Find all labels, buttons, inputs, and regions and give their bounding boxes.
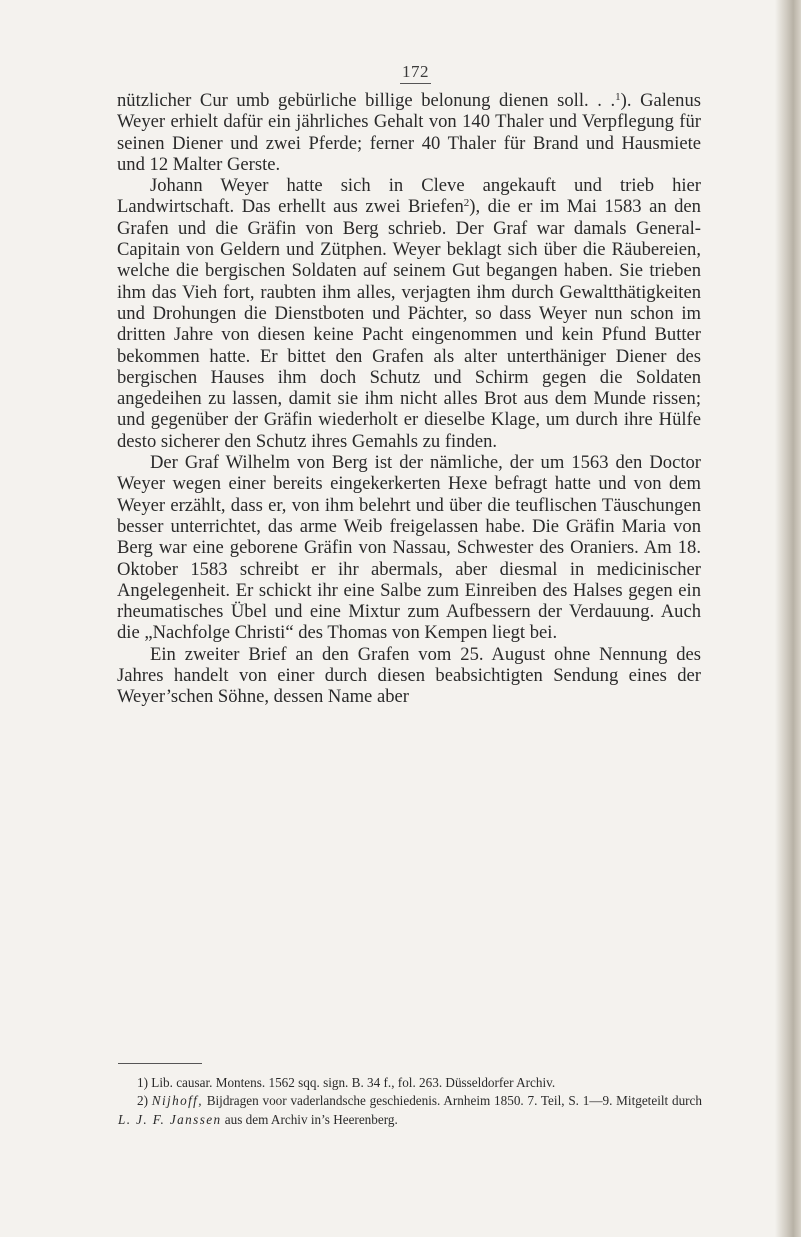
paragraph-1-text-2: ). Galenus Weyer erhielt dafür ein jährliches Gehalt von 140 Thaler und Verpflegung für seinen Diener und zwei Pferde; ferner 40 Thaler für Brand und Hausmiete und 12 Malter Gerste. bbox=[117, 90, 701, 175]
paragraph-4-text: Ein zweiter Brief an den Grafen vom 25. August ohne Nennung des Jahres handelt von einer durch diesen beabsichtigten Sendung eines der Weyer’schen Söhne, dessen Name aber bbox=[117, 643, 701, 708]
footnote-2-text-1: 2) bbox=[137, 1093, 152, 1109]
paragraph-2-text-1: Johann Weyer hatte sich in Cleve angekauft und trieb hier Landwirtschaft. Das erhellt aus zwei Briefen bbox=[117, 175, 701, 218]
footnote-2-contributor: L. J. F. Janssen bbox=[118, 1111, 222, 1127]
page-edge-shadow bbox=[775, 0, 801, 1237]
page-number bbox=[0, 62, 801, 84]
footnote-1 bbox=[118, 1074, 702, 1092]
footnotes bbox=[118, 1074, 702, 1129]
paragraph-2 bbox=[117, 175, 701, 452]
paragraph-3-text: Der Graf Wilhelm von Berg ist der nämliche, der um 1563 den Doctor Weyer wegen einer bereits eingekerkerten Hexe befragt hatte und von dem Weyer erzählt, dass er, von ihm belehrt und über die teuflischen Täuschungen besser unterrichtet, das arme Weib freigelassen habe. Die Gräfin Maria von Berg war eine geborene Gräfin von Nassau, Schwester des Oraniers. Am 18. Oktober 1583 schreibt er ihr abermals, aber diesmal in medicinischer Angelegenheit. Er schickt ihr eine Salbe zum Einreiben des Halses gegen ein rheumatisches Übel und eine Mixtur zum Aufbessern der Verdauung. Auch die „Nachfolge Christi“ des Thomas von Kempen liegt bei. bbox=[117, 452, 701, 644]
footnote-1-text: 1) Lib. causar. Montens. 1562 sqq. sign. B. 34 f., fol. 263. Düsseldorfer Archiv. bbox=[137, 1075, 556, 1090]
paragraph-3 bbox=[117, 452, 701, 644]
footnote-2-text-2: Bijdragen voor vaderlandsche geschiedenis. Arnheim 1850. 7. Teil, S. 1—9. Mitgeteilt durch bbox=[202, 1093, 702, 1109]
page-number-value: 172 bbox=[400, 62, 431, 84]
paragraph-1 bbox=[117, 90, 701, 175]
paragraph-1-text-1: nützlicher Cur umb gebürliche billige belonung dienen soll. . . bbox=[117, 90, 616, 111]
paragraph-2-text-2: ), die er im Mai 1583 an den Grafen und die Gräfin von Berg schrieb. Der Graf war damals General-Capitain von Geldern und Zütphen. Weyer beklagt sich über die Räubereien, welche die bergischen Soldaten auf seinem Gut begangen haben. Sie trieben ihm das Vieh fort, raubten ihm alles, verjagten ihm durch Gewaltthätigkeiten und Drohungen die Dienstboten und Pächter, so dass Weyer nun schon im dritten Jahre von diesen keine Pacht eingenommen und kein Pfund Butter bekommen hatte. Er bittet den Grafen als alter unterthäniger Diener des bergischen Hauses ihm doch Schutz und Schirm gegen die Soldaten angedeihen zu lassen, damit sie ihm nicht alles Brot aus dem Munde rissen; und gegenüber der Gräfin wiederholt er dieselbe Klage, um durch ihre Hülfe desto sicherer den Schutz ihres Gemahls zu finden. bbox=[117, 196, 701, 452]
body-text bbox=[117, 90, 701, 708]
paragraph-4 bbox=[117, 644, 701, 708]
footnote-2-author: Nijhoff, bbox=[151, 1093, 203, 1109]
footnote-ref-2: 2 bbox=[463, 197, 470, 210]
footnote-2-text-3: aus dem Archiv in’s Heerenberg. bbox=[221, 1111, 398, 1127]
footnote-2 bbox=[118, 1092, 702, 1129]
footnote-ref-1: 1 bbox=[615, 91, 621, 103]
footnote-separator bbox=[118, 1063, 202, 1064]
